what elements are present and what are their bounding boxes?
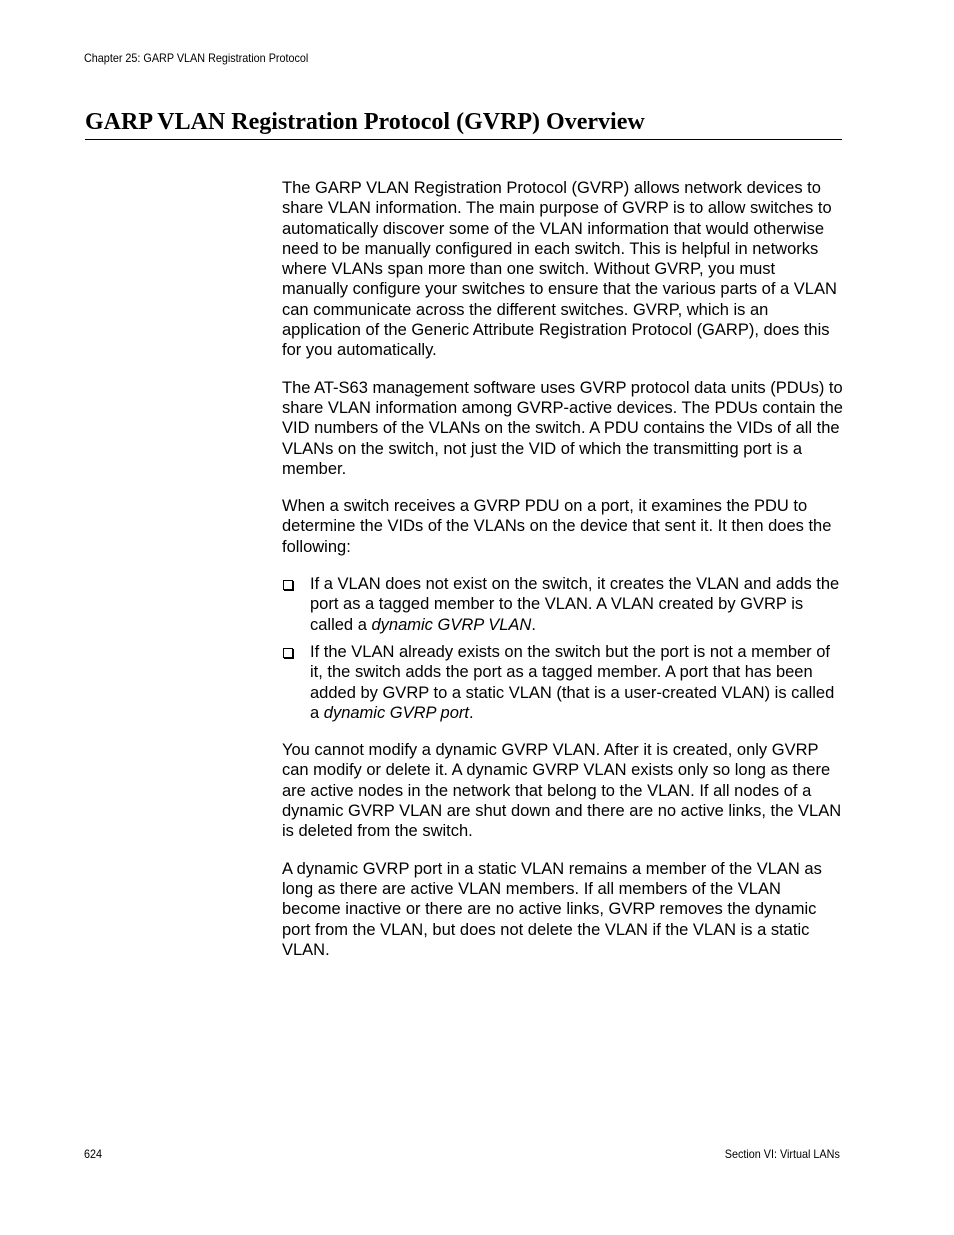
body-content xyxy=(282,178,844,977)
bullet-text: If the VLAN already exists on the switch but the port is not a member of it, the switch adds the port as a tagged member. A port that has been added by GVRP to a static VLAN (that is a user-created VLAN) is called a xyxy=(310,642,835,722)
paragraph-gvrp-intro: The GARP VLAN Registration Protocol (GVRP) allows network devices to share VLAN information. The main purpose of GVRP is to allow switches to automatically discover some of the VLAN information that would otherwise need to be manually configured in each switch. This is helpful in networks where VLANs span more than one switch. Without GVRP, you must manually configure your switches to ensure that the various parts of a VLAN can communicate across the different switches. GVRP, which is an application of the Generic Attribute Registration Protocol (GARP), does this for you automatically. xyxy=(282,179,837,360)
paragraph-dynamic-port: A dynamic GVRP port in a static VLAN remains a member of the VLAN as long as there are active VLAN members. If all members of the VLAN become inactive or there are no active links, GVRP removes the dynamic port from the VLAN, but does not delete the VLAN if the VLAN is a static VLAN. xyxy=(282,859,822,959)
checkbox-bullet-icon xyxy=(283,580,293,590)
bullet-end: . xyxy=(468,703,474,722)
bullet-end: . xyxy=(531,615,536,634)
bullet-emphasis: dynamic GVRP VLAN xyxy=(371,615,532,634)
list-item xyxy=(282,642,844,723)
bullet-emphasis: dynamic GVRP port xyxy=(323,703,469,722)
paragraph-gvrp-pdus: The AT-S63 management software uses GVRP protocol data units (PDUs) to share VLAN information among GVRP-active devices. The PDUs contain the VID numbers of the VLANs on the switch. A PDU contains the VIDs of all the VLANs on the switch, not just the VID of which the transmitting port is a member. xyxy=(282,378,843,478)
paragraph-gvrp-receive: When a switch receives a GVRP PDU on a port, it examines the PDU to determine the VIDs of the VLANs on the device that sent it. It then does the following: xyxy=(282,497,832,556)
bullet-list xyxy=(282,574,844,723)
bullet-text: If a VLAN does not exist on the switch, it creates the VLAN and adds the port as a tagged member to the VLAN. A VLAN created by GVRP is called a xyxy=(310,575,840,634)
running-header: Chapter 25: GARP VLAN Registration Protocol xyxy=(84,51,309,65)
list-item xyxy=(282,574,844,635)
page-number: 624 xyxy=(84,1147,103,1161)
running-footer-section: Section VI: Virtual LANs xyxy=(724,1147,840,1161)
page-title: GARP VLAN Registration Protocol (GVRP) Overview xyxy=(85,106,842,140)
checkbox-bullet-icon xyxy=(283,648,293,658)
paragraph-dynamic-vlan: You cannot modify a dynamic GVRP VLAN. After it is created, only GVRP can modify or delete it. A dynamic GVRP VLAN exists only so long as there are active nodes in the network that belong to the VLAN. If all nodes of a dynamic GVRP VLAN are shut down and there are no active links, the VLAN is deleted from the switch. xyxy=(282,741,842,841)
